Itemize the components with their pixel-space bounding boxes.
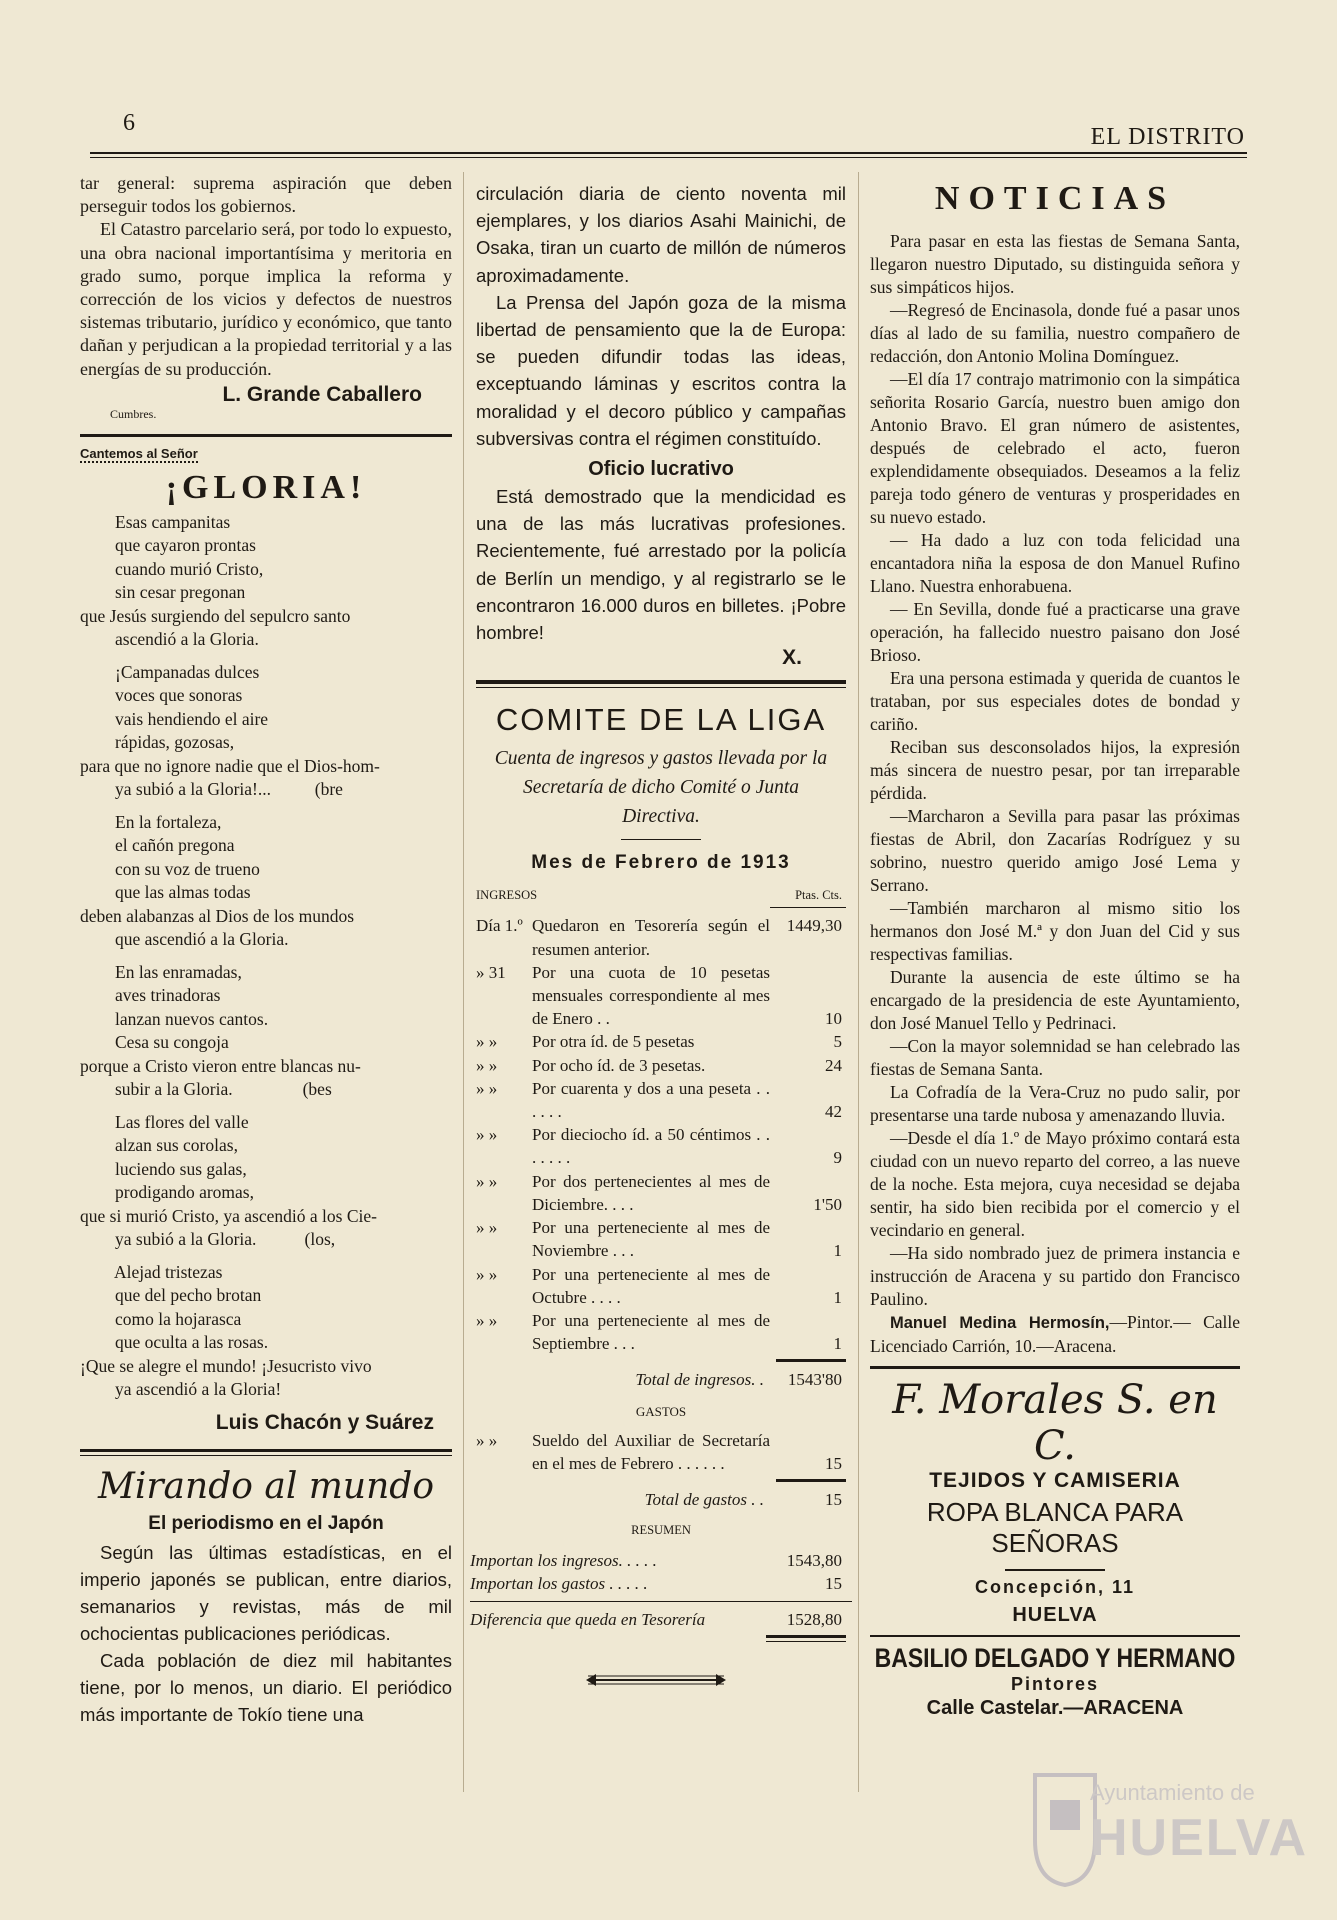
morales-address: Concepción, 11	[974, 1577, 1136, 1597]
poem-line: prodigando aromas,	[80, 1182, 254, 1203]
column-middle	[470, 180, 846, 1690]
row-text: Por una perteneciente al mes de Octubre . . . .	[532, 1264, 770, 1307]
ingresos-header: INGRESOS	[476, 888, 538, 903]
section-rule-thin	[476, 687, 846, 688]
oficio-signature: X.	[782, 646, 802, 670]
poem-line: como la hojarasca	[80, 1308, 242, 1329]
poem-line: cuando murió Cristo,	[80, 558, 264, 579]
noticia-paragraph: — Ha dado a luz con toda felicidad una encantadora niña la esposa de don Manuel Rufino Llano. Nuestra enhorabuena.	[870, 530, 1240, 596]
poem-line: el cañón pregona	[80, 835, 235, 856]
section-rule	[870, 1366, 1240, 1369]
poem-line: ya ascendió a la Gloria!	[80, 1379, 282, 1400]
resumen-label: Importan los ingresos. . . . .	[470, 1550, 657, 1570]
ledger-header	[476, 884, 846, 908]
painter-name: Manuel Medina Hermosín,	[890, 1314, 1110, 1332]
mirando-paragraph: Según las últimas estadísticas, en el imperio japonés se publican, entre diarios, semanarios y revistas, más de mil ochocientas publicaciones periódicas.	[80, 1541, 452, 1644]
poem-line: deben alabanzas al Dios de los mundos	[80, 905, 355, 926]
mirando-paragraph: Cada población de diez mil habitantes tiene, por lo menos, un diario. El periódico más importante de Tokío tiene una	[80, 1649, 452, 1725]
total-gastos-value: 15	[825, 1490, 842, 1510]
noticia-paragraph: — En Sevilla, donde fué a practicarse una grave operación, ha fallecido nuestro paisano don José Brioso.	[870, 599, 1240, 665]
resumen-row	[470, 1549, 846, 1572]
row-value: 5	[833, 1032, 842, 1052]
noticias-title: NOTICIAS	[934, 180, 1176, 217]
ledger	[470, 884, 846, 1642]
ledger-row	[476, 1077, 846, 1123]
ledger-row	[476, 1216, 846, 1262]
noticia-paragraph: —También marcharon al mismo sitio los hermanos don José M.ª y don Juan del Cid y sus respectivas familias.	[870, 898, 1240, 964]
poem-line: vais hendiendo el aire	[80, 708, 269, 729]
diferencia-row	[470, 1608, 846, 1631]
noticia-paragraph: —Desde el día 1.º de Mayo próximo contará esta ciudad con un nuevo reparto del correo, a las nueve de la noche. Esta mejora, cuya necesidad se dejaba sentir, ha sido bien recibida por el comercio y el vecindario en general.	[870, 1128, 1240, 1240]
row-text: Por una perteneciente al mes de Noviembre . . .	[532, 1218, 770, 1261]
row-text: Por otra íd. de 5 pesetas	[532, 1032, 695, 1052]
poem-line: En la fortaleza,	[80, 811, 222, 832]
delgado-address: Calle Castelar.—ARACENA	[926, 1697, 1184, 1719]
morales-line1: TEJIDOS Y CAMISERIA	[929, 1469, 1181, 1492]
delgado-name: BASILIO DELGADO Y HERMANO	[874, 1642, 1236, 1673]
page-number: 6	[123, 110, 135, 136]
ledger-row	[476, 1123, 846, 1169]
poem-stanza	[80, 511, 452, 652]
row-text: Por cuarenta y dos a una peseta . . . . . .	[532, 1078, 770, 1122]
poem-kicker: Cantemos al Señor	[80, 445, 198, 461]
poem-line: ¡Campanadas dulces	[80, 661, 260, 682]
double-rule	[766, 1635, 846, 1638]
resumen-row	[470, 1572, 846, 1595]
poem-line: rápidas, gozosas,	[80, 732, 235, 753]
row-mark: » »	[476, 1078, 498, 1098]
delgado-ad	[870, 1642, 1240, 1720]
painter-ad	[870, 1311, 1240, 1358]
ad-ornament	[1005, 1569, 1105, 1571]
poem-line: ¡Que se alegre el mundo! ¡Jesucristo vivo	[80, 1355, 372, 1376]
poem-line: alzan sus corolas,	[80, 1135, 238, 1156]
total-ingresos-row	[476, 1368, 846, 1391]
ledger-row	[476, 1170, 846, 1216]
morales-ad	[870, 1377, 1240, 1627]
row-text: Por una perteneciente al mes de Septiembre . . .	[532, 1310, 770, 1354]
column-divider	[858, 172, 859, 1792]
row-text: Por dos pertenecientes al mes de Diciembre. . . .	[532, 1171, 770, 1214]
japon-paragraph: La Prensa del Japón goza de la misma libertad de pensamiento que la de Europa: se pueden difundir todas las ideas, exceptuando láminas y escritos contra la moralidad y el decoro público y campañas subversivas contra el régimen constituído.	[476, 291, 846, 449]
noticia-paragraph: Durante la ausencia de este último se ha encargado de la presidencia de este Ayuntamiento, don José Manuel Tello y Pedrinaci.	[870, 967, 1240, 1033]
column-right	[870, 180, 1240, 1720]
painter-details: —Pintor.— Calle Licenciado Carrión, 10.—Aracena.	[870, 1312, 1240, 1356]
catastro-paragraph: tar general: suprema aspiración que deben perseguir todos los gobiernos.	[80, 173, 452, 217]
resumen-value: 15	[825, 1573, 842, 1593]
row-value: 9	[833, 1148, 842, 1168]
row-mark: » »	[476, 1125, 498, 1145]
poem-line: ya subió a la Gloria. (los,	[80, 1229, 336, 1250]
poem-line: porque a Cristo vieron entre blancas nu-	[80, 1055, 361, 1076]
sum-rule	[776, 1359, 846, 1362]
resumen-rule	[470, 1601, 852, 1602]
municipal-watermark	[1030, 1760, 1330, 1910]
row-mark: » »	[476, 1310, 498, 1330]
row-text: Por ocho íd. de 3 pesetas.	[532, 1055, 706, 1075]
poem-line: lanzan nuevos cantos.	[80, 1008, 269, 1029]
poem-line: ya subió a la Gloria!... (bre	[80, 779, 343, 800]
catastro-author: L. Grande Caballero	[222, 382, 422, 406]
poem-line: que si murió Cristo, ya ascendió a los Cie-	[80, 1205, 377, 1226]
poem	[80, 511, 452, 1402]
gastos-header: GASTOS	[635, 1403, 687, 1419]
resumen-header: RESUMEN	[631, 1523, 691, 1538]
catastro-paragraph: El Catastro parcelario será, por todo lo expuesto, una obra nacional importantísima y meritoria en grado sumo, porque implica la reforma y corrección de los vicios y defectos de nuestros sistemas tributario, jurídico y económico, que tanto dañan y perjudican a la propiedad territorial y a las energías de su producción.	[80, 219, 452, 379]
row-mark: » »	[476, 1171, 498, 1191]
poem-line: luciendo sus galas,	[80, 1158, 247, 1179]
liga-title: COMITE DE LA LIGA	[495, 702, 827, 738]
section-rule	[80, 434, 452, 437]
noticia-paragraph: —Marcharon a Sevilla para pasar las próximas fiestas de Abril, don Zacarías Rodríguez y su sobrino, nuestro querido amigo José Lema y Serrano.	[870, 806, 1240, 895]
row-value: 1	[833, 1334, 842, 1354]
row-mark: » »	[476, 1430, 498, 1450]
poem-author: Luis Chacón y Suárez	[215, 1410, 434, 1434]
total-gastos-row	[476, 1488, 846, 1511]
poem-line: con su voz de trueno	[80, 858, 260, 879]
poem-line: que ascendió a la Gloria.	[80, 929, 289, 950]
poem-stanza	[80, 811, 452, 952]
row-mark: » »	[476, 1264, 498, 1284]
row-value: 1449,30	[786, 916, 842, 936]
month-title: Mes de Febrero de 1913	[531, 852, 791, 874]
japon-paragraph: circulación diaria de ciento noventa mil ejemplares, y los diarios Asahi Mainichi, de Osaka, tiran un cuarto de millón de números aproximadamente.	[476, 183, 846, 286]
poem-stanza	[80, 661, 452, 802]
row-text: Por dieciocho íd. a 50 céntimos . . . . . . .	[532, 1125, 770, 1168]
header-rule	[90, 152, 1247, 154]
oficio-title: Oficio lucrativo	[588, 458, 734, 481]
double-rule	[766, 1641, 846, 1642]
row-text: Quedaron en Tesorería según el resumen anterior.	[532, 916, 770, 959]
total-ingresos-label: Total de ingresos. .	[635, 1370, 764, 1390]
total-ingresos-value: 1543'80	[787, 1370, 842, 1390]
poem-stanza	[80, 1111, 452, 1252]
row-value: 1	[833, 1241, 842, 1261]
ledger-row	[476, 961, 846, 1031]
liga-subtitle: Cuenta de ingresos y gastos llevada por la Secretaría de dicho Comité o Junta Directiva.	[494, 748, 828, 828]
row-text: Sueldo del Auxiliar de Secretaría en el mes de Febrero . . . . . .	[532, 1430, 770, 1473]
poem-line: que Jesús surgiendo del sepulcro santo	[80, 605, 351, 626]
resumen-value: 1543,80	[786, 1550, 842, 1570]
total-gastos-label: Total de gastos . .	[644, 1490, 764, 1510]
row-mark: Día 1.º	[476, 916, 523, 936]
row-mark: » »	[476, 1032, 498, 1052]
ledger-row	[476, 1429, 846, 1475]
poem-stanza	[80, 1261, 452, 1402]
poem-line: voces que sonoras	[80, 685, 243, 706]
noticia-paragraph: —Con la mayor solemnidad se han celebrado las fiestas de Semana Santa.	[870, 1036, 1240, 1079]
noticia-paragraph: Era una persona estimada y querida de cuantos le trataban, por sus especiales dotes de bondad y cariño.	[870, 668, 1240, 734]
poem-line: Las flores del valle	[80, 1111, 249, 1132]
poem-line: que las almas todas	[80, 882, 251, 903]
morales-line2: ROPA BLANCA PARA SEÑORAS	[926, 1497, 1184, 1558]
row-value: 15	[825, 1453, 842, 1473]
delgado-trade: Pintores	[1010, 1674, 1100, 1694]
ledger-row	[476, 1054, 846, 1077]
noticias-body	[870, 230, 1240, 1358]
section-rule-thin	[80, 1455, 452, 1456]
poem-line: sin cesar pregonan	[80, 582, 246, 603]
poem-line: Cesa su congoja	[80, 1032, 229, 1053]
noticia-paragraph: —Ha sido nombrado juez de primera instancia e instrucción de Aracena y su partido don Francisco Paulino.	[870, 1243, 1240, 1309]
column-left	[80, 172, 452, 1728]
watermark-line1: Ayuntamiento de	[1090, 1780, 1255, 1805]
row-value: 24	[825, 1055, 842, 1075]
sum-rule	[776, 1479, 846, 1482]
header-rule-thin	[90, 157, 1247, 158]
diferencia-value: 1528,80	[786, 1609, 842, 1629]
units-header: Ptas. Cts.	[770, 884, 846, 908]
poem-title: ¡GLORIA!	[165, 468, 367, 506]
noticia-paragraph: Reciban sus desconsolados hijos, la expresión más sincera de nuestro pesar, por tan irreparable pérdida.	[870, 737, 1240, 803]
row-value: 1	[833, 1287, 842, 1307]
morales-city: HUELVA	[1012, 1604, 1098, 1626]
poem-line: aves trinadoras	[80, 985, 221, 1006]
poem-stanza	[80, 961, 452, 1102]
noticia-paragraph: Para pasar en esta las fiestas de Semana Santa, llegaron nuestro Diputado, su distinguida señora y sus simpáticos hijos.	[870, 231, 1240, 297]
row-mark: » »	[476, 1218, 498, 1238]
paper-name: EL DISTRITO	[1090, 124, 1245, 150]
poem-line: para que no ignore nadie que el Dios-hom-	[80, 755, 380, 776]
column-divider	[463, 172, 464, 1792]
ledger-row	[476, 914, 846, 960]
morales-brand: F. Morales S. en C.	[892, 1377, 1218, 1469]
poem-line: que cayaron prontas	[80, 535, 256, 556]
noticia-paragraph: —El día 17 contrajo matrimonio con la simpática señorita Rosario García, nuestro buen amigo don Antonio Bravo. El gran número de asistentes, después de celebrado el acto, fueron explendidamente obsequiados. Deseamos a la feliz pareja todo género de venturas y prosperidades en su nuevo estado.	[870, 369, 1240, 527]
section-rule	[476, 680, 846, 684]
row-value: 1'50	[813, 1194, 842, 1214]
resumen-label: Importan los gastos . . . . .	[470, 1573, 648, 1593]
ornament-divider	[586, 1670, 726, 1690]
section-rule	[870, 1635, 1240, 1637]
ledger-row	[476, 1309, 846, 1355]
ledger-row	[476, 1263, 846, 1309]
catastro-source: Cumbres.	[110, 406, 157, 421]
poem-line: ascendió a la Gloria.	[80, 629, 259, 650]
ledger-row	[476, 1030, 846, 1053]
row-mark: » 31	[476, 962, 506, 982]
row-text: Por una cuota de 10 pesetas mensuales correspondiente al mes de Enero . .	[532, 962, 770, 1029]
poem-line: que oculta a las rosas.	[80, 1332, 269, 1353]
row-value: 10	[825, 1009, 842, 1029]
mirando-subtitle: El periodismo en el Japón	[148, 1512, 384, 1534]
poem-line: subir a la Gloria. (bes	[80, 1079, 332, 1100]
poem-line: que del pecho brotan	[80, 1285, 262, 1306]
mirando-title: Mirando al mundo	[97, 1465, 435, 1507]
watermark-line2: HUELVA	[1090, 1809, 1309, 1867]
poem-line: Alejad tristezas	[80, 1261, 223, 1282]
section-rule	[80, 1449, 452, 1452]
diferencia-label: Diferencia que queda en Tesorería	[470, 1609, 706, 1629]
poem-line: En las enramadas,	[80, 961, 242, 982]
row-mark: » »	[476, 1055, 498, 1075]
poem-line: Esas campanitas	[80, 511, 231, 532]
noticia-paragraph: La Cofradía de la Vera-Cruz no pudo salir, por presentarse una tarde nubosa y amenazando lluvia.	[870, 1082, 1240, 1125]
oficio-paragraph: Está demostrado que la mendicidad es una de las más lucrativas profesiones. Recientemente, fué arrestado por la policía de Berlín un mendigo, y al registrarlo se le encontraron 16.000 duros en billetes. ¡Pobre hombre!	[476, 486, 846, 644]
noticia-paragraph: —Regresó de Encinasola, donde fué a pasar unos días al lado de su familia, nuestro compañero de redacción, don Antonio Molina Domínguez.	[870, 300, 1240, 366]
row-value: 42	[825, 1102, 842, 1122]
short-rule	[621, 839, 701, 840]
